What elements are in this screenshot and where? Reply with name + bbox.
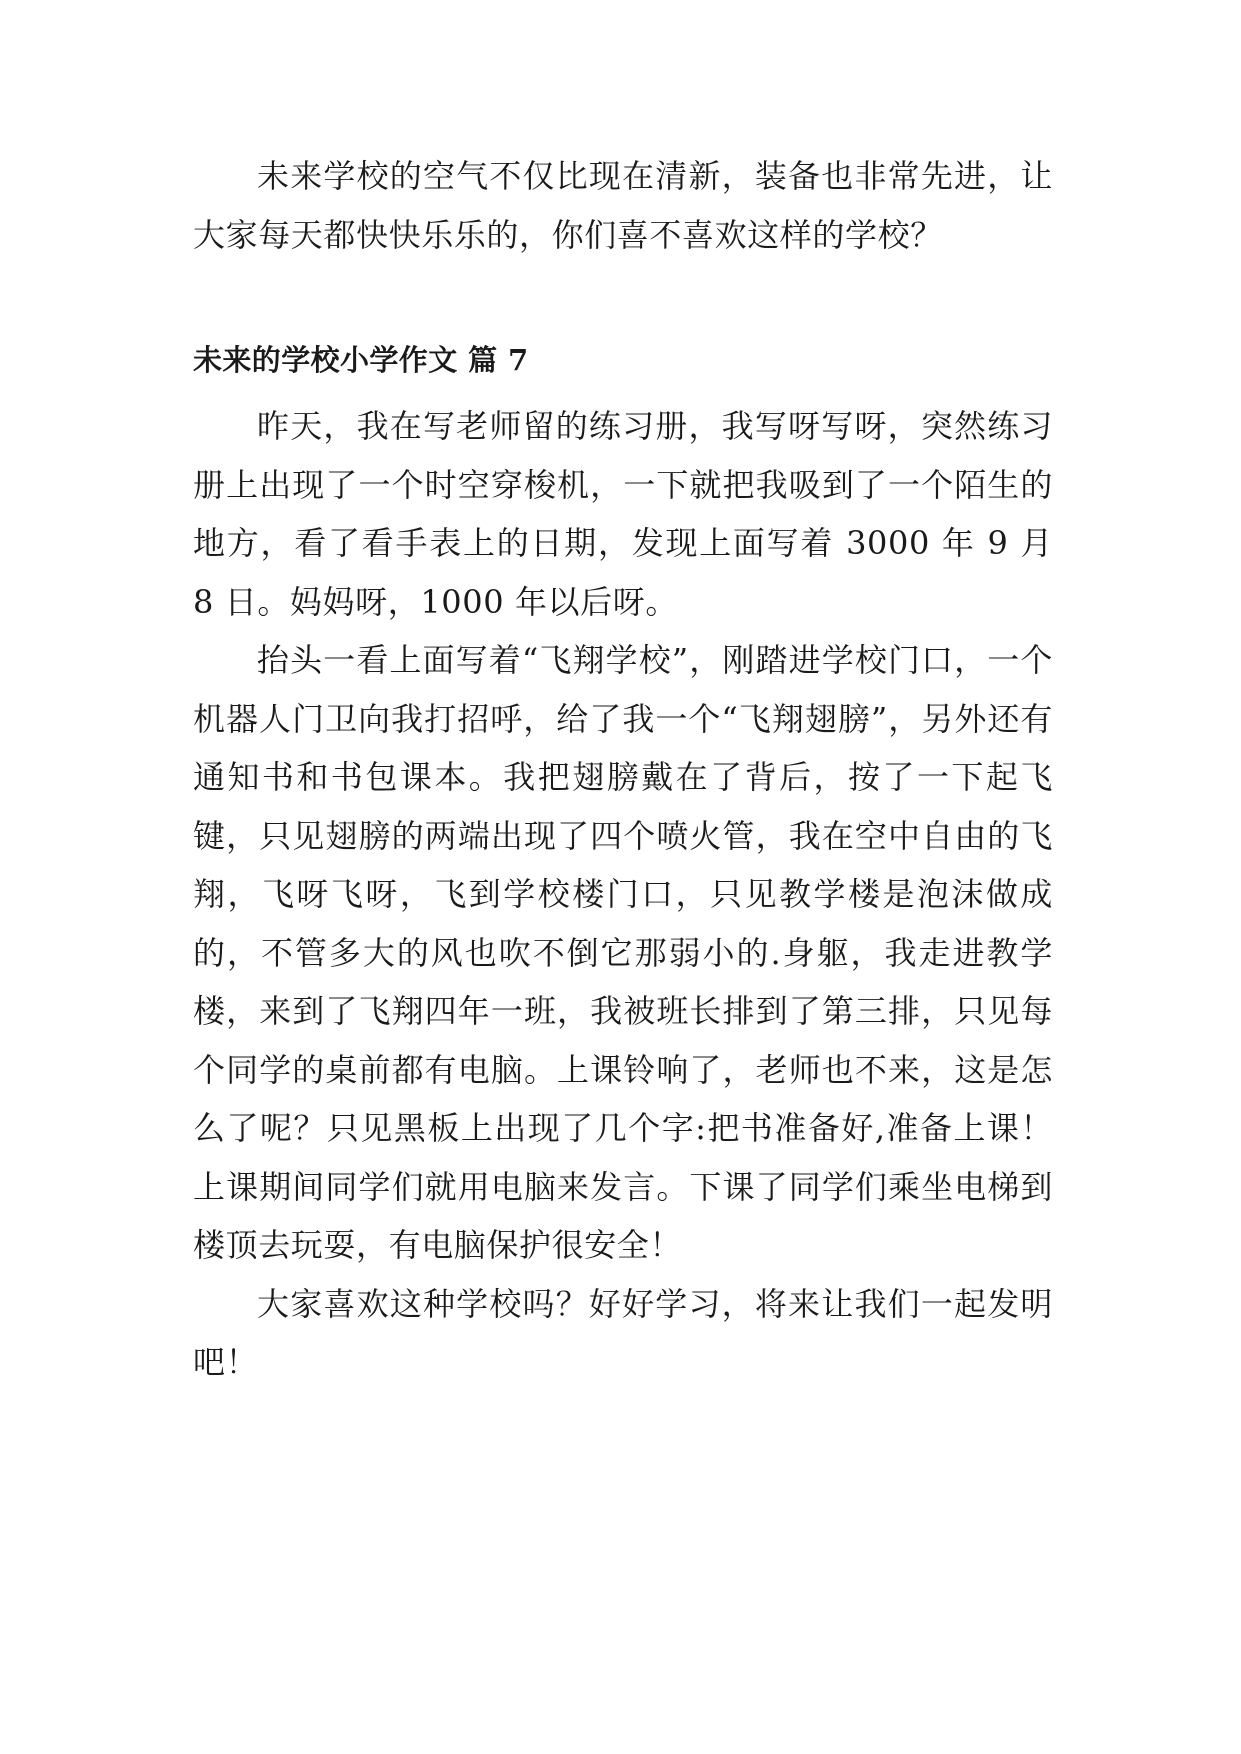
body-paragraph-3: 大家喜欢这种学校吗？好好学习，将来让我们一起发明吧！ bbox=[193, 1284, 1053, 1381]
section-block bbox=[193, 340, 1053, 1392]
intro-block bbox=[193, 147, 1053, 264]
section-heading: 未来的学校小学作文 篇 7 bbox=[193, 343, 529, 377]
body-paragraph-1: 昨天，我在写老师留的练习册，我写呀写呀，突然练习册上出现了一个时空穿梭机，一下就把我吸到了一个陌生的地方，看了看手表上的日期，发现上面写着 3000 年 9 月 8 日。妈妈呀，1000 年以后呀。 bbox=[193, 407, 1053, 621]
intro-paragraph: 未来学校的空气不仅比现在清新，装备也非常先进，让大家每天都快快乐乐的，你们喜不喜欢这样的学校？ bbox=[193, 157, 1053, 254]
body-paragraph-2: 抬头一看上面写着“飞翔学校”，刚踏进学校门口，一个机器人门卫向我打招呼，给了我一个“飞翔翅膀”，另外还有通知书和书包课本。我把翅膀戴在了背后，按了一下起飞键，只见翅膀的两端出现了四个喷火管，我在空中自由的飞翔，飞呀飞呀，飞到学校楼门口，只见教学楼是泡沫做成的，不管多大的风也吹不倒它那弱小的.身躯，我走进教学楼，来到了飞翔四年一班，我被班长排到了第三排，只见每个同学的桌前都有电脑。上课铃响了，老师也不来，这是怎么了呢？只见黑板上出现了几个字:把书准备好,准备上课！上课期间同学们就用电脑来发言。下课了同学们乘坐电梯到楼顶去玩耍，有电脑保护很安全！ bbox=[193, 641, 1053, 1264]
